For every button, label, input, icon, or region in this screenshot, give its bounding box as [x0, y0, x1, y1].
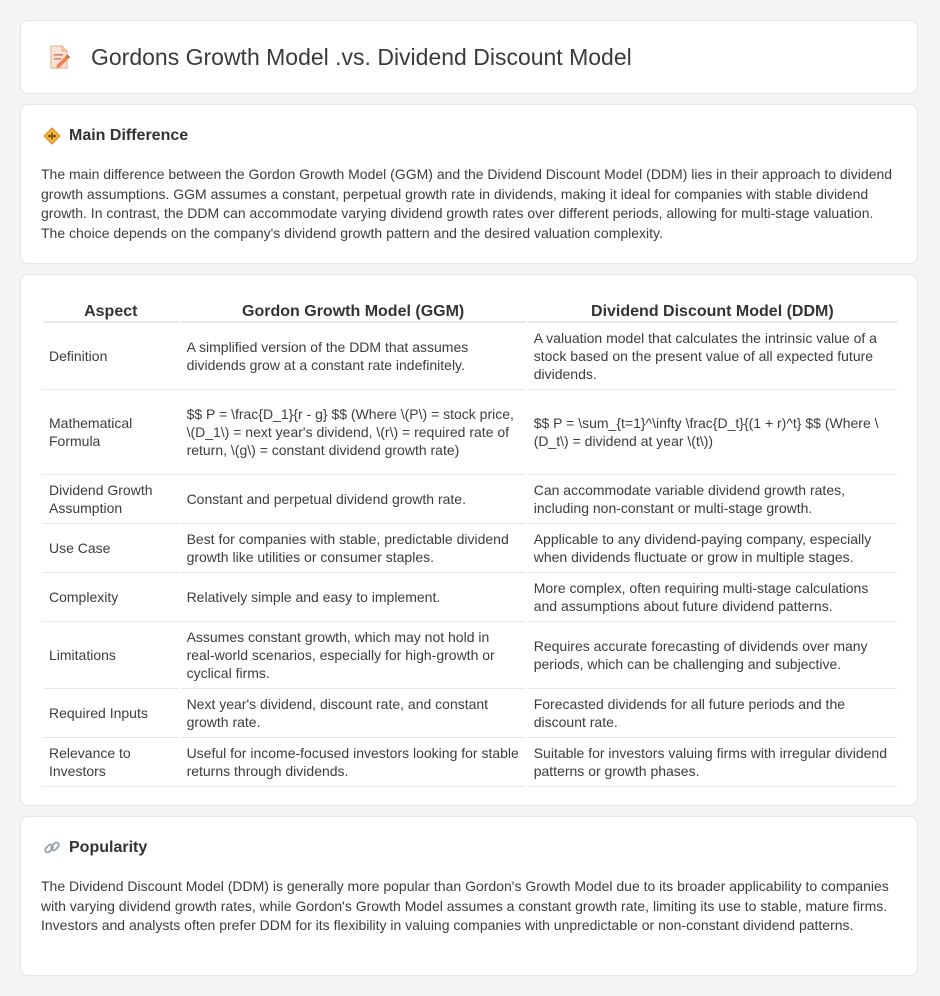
row-aspect: Complexity [43, 573, 179, 622]
row-ddm: $$ P = \sum_{t=1}^\infty \frac{D_t}{(1 + r)^t} $$ (Where \(D_t\) = dividend at year \(t\)) [528, 390, 897, 475]
popularity-header [43, 839, 147, 857]
row-ggm: Next year's dividend, discount rate, and constant growth rate. [181, 689, 526, 738]
table-row [43, 689, 897, 738]
row-ggm: Relatively simple and easy to implement. [181, 573, 526, 622]
main-difference-text: The main difference between the Gordon Growth Model (GGM) and the Dividend Discount Model (DDM) lies in their approach to dividend growth assumptions. GGM assumes a constant, perpetual growth rate in dividends, making it ideal for companies with stable dividend growth. In contrast, the DDM can accommodate varying dividend growth rates over different periods, allowing for multi-stage valuation. The choice depends on the company's dividend growth pattern and the desired valuation complexity. [41, 166, 893, 241]
diamond-sign-icon [43, 127, 61, 145]
table-row [43, 475, 897, 524]
row-aspect: Relevance to Investors [43, 738, 179, 787]
main-difference-heading: Main Difference [69, 127, 189, 144]
row-ddm: Suitable for investors valuing firms with irregular dividend patterns or growth phases. [528, 738, 897, 787]
title-row [45, 43, 632, 71]
document-edit-icon [45, 43, 73, 71]
main-difference-card [20, 104, 918, 264]
table-row [43, 573, 897, 622]
comparison-table [41, 295, 899, 787]
table-row [43, 738, 897, 787]
table-row [43, 323, 897, 390]
row-ggm: Constant and perpetual dividend growth rate. [181, 475, 526, 524]
row-ddm: Requires accurate forecasting of dividends over many periods, which can be challenging and subjective. [528, 622, 897, 689]
row-ggm: $$ P = \frac{D_1}{r - g} $$ (Where \(P\) = stock price, \(D_1\) = next year's dividend, \(r\) = required rate of return, \(g\) = constant dividend growth rate) [181, 390, 526, 475]
header-ddm: Dividend Discount Model (DDM) [528, 295, 897, 323]
comparison-table-card [20, 274, 918, 806]
row-aspect: Required Inputs [43, 689, 179, 738]
row-aspect: Use Case [43, 524, 179, 573]
header-ggm: Gordon Growth Model (GGM) [181, 295, 526, 323]
row-aspect: Definition [43, 323, 179, 390]
main-difference-header [43, 127, 188, 145]
row-aspect: Limitations [43, 622, 179, 689]
header-card [20, 20, 918, 94]
row-ggm: Useful for income-focused investors looking for stable returns through dividends. [181, 738, 526, 787]
row-ggm: Assumes constant growth, which may not hold in real-world scenarios, especially for high-growth or cyclical firms. [181, 622, 526, 689]
header-aspect: Aspect [43, 295, 179, 323]
table-row [43, 390, 897, 475]
row-aspect: Mathematical Formula [43, 390, 179, 475]
row-ddm: A valuation model that calculates the intrinsic value of a stock based on the present value of all expected future dividends. [528, 323, 897, 390]
row-ddm: Can accommodate variable dividend growth rates, including non-constant or multi-stage growth. [528, 475, 897, 524]
row-ddm: Applicable to any dividend-paying company, especially when dividends fluctuate or grow in multiple stages. [528, 524, 897, 573]
table-header-row [43, 295, 897, 323]
popularity-card [20, 816, 918, 976]
row-ddm: Forecasted dividends for all future periods and the discount rate. [528, 689, 897, 738]
page-title: Gordons Growth Model .vs. Dividend Discount Model [91, 43, 632, 70]
row-aspect: Dividend Growth Assumption [43, 475, 179, 524]
link-icon [43, 839, 61, 857]
row-ggm: Best for companies with stable, predictable dividend growth like utilities or consumer staples. [181, 524, 526, 573]
row-ggm: A simplified version of the DDM that assumes dividends grow at a constant rate indefinitely. [181, 323, 526, 390]
row-ddm: More complex, often requiring multi-stage calculations and assumptions about future dividend patterns. [528, 573, 897, 622]
table-row [43, 524, 897, 573]
table-row [43, 622, 897, 689]
popularity-text: The Dividend Discount Model (DDM) is generally more popular than Gordon's Growth Model due to its broader applicability to companies with varying dividend growth rates, while Gordon's Growth Model assumes a constant growth rate, limiting its use to stable, mature firms. Investors and analysts often prefer DDM for its flexibility in valuing companies with unpredictable or non-constant dividend patterns. [41, 878, 889, 933]
popularity-heading: Popularity [69, 839, 148, 856]
